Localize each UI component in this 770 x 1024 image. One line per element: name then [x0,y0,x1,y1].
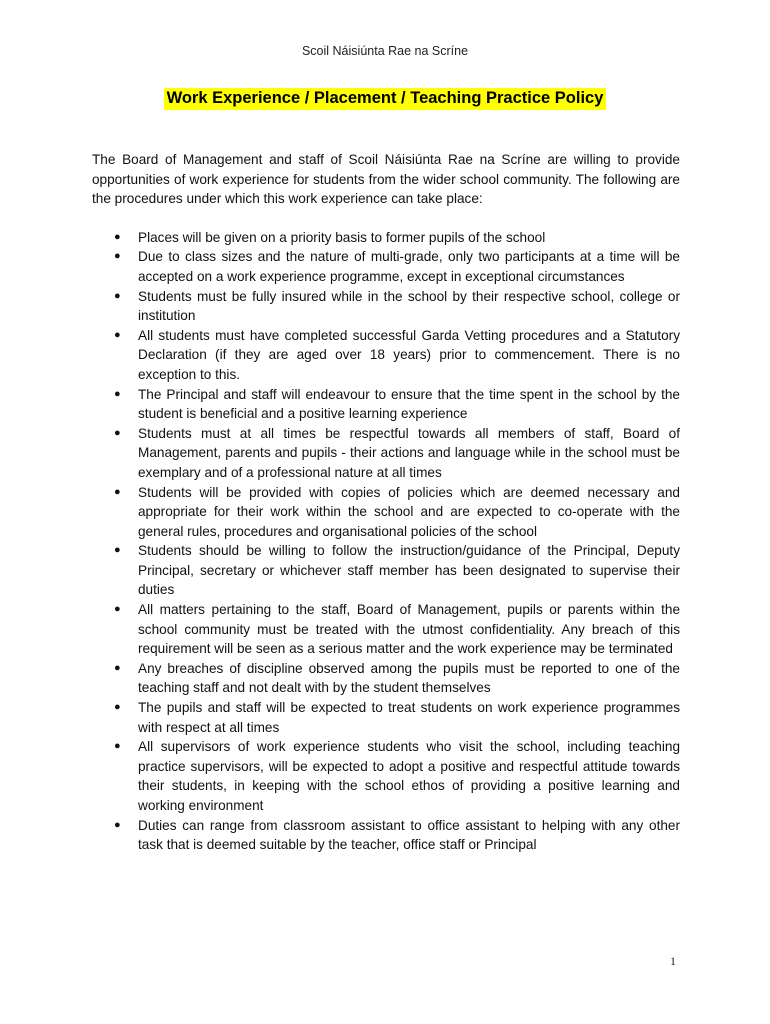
list-item [92,737,680,815]
bullet-icon: ● [114,544,121,557]
list-item [92,247,680,286]
list-item-text: The Principal and staff will endeavour to ensure that the time spent in the school by the student is beneficial and a positive learning experience [138,386,680,422]
list-item-text: Places will be given on a priority basis to former pupils of the school [138,229,546,245]
list-item-text: Students must at all times be respectful towards all members of staff, Board of Management, parents and pupils - their actions and language while in the school must be exemplary and of a professional nature at all times [138,425,680,480]
bullet-icon: ● [114,289,121,302]
list-item [92,659,680,698]
bullet-icon: ● [114,426,121,439]
list-item-text: All matters pertaining to the staff, Board of Management, pupils or parents within the school community must be treated with the utmost confidentiality. Any breach of this requirement will be seen as a serious matter and the work experience may be terminated [138,602,680,657]
document-body [92,150,680,855]
bullet-icon: ● [114,818,121,831]
bullet-icon: ● [114,230,121,243]
list-item-text: Due to class sizes and the nature of multi-grade, only two participants at a time will be accepted on a work experience programme, except in exceptional circumstances [138,249,680,284]
intro-paragraph: The Board of Management and staff of Scoil Náisiúnta Rae na Scríne are willing to provide opportunities of work experience for students from the wider school community. The following are the procedures under which this work experience can take place: [92,152,680,207]
list-item [92,326,680,385]
bullet-icon: ● [114,328,121,341]
list-item [92,228,680,248]
bullet-icon: ● [114,485,121,498]
title-container [0,88,770,110]
list-item-text: Students must be fully insured while in the school by their respective school, college or institution [138,288,680,324]
list-item-text: The pupils and staff will be expected to treat students on work experience programmes with respect at all times [138,700,680,735]
bullet-icon: ● [114,661,121,674]
list-item-text: Any breaches of discipline observed among the pupils must be reported to one of the teaching staff and not dealt with by the student themselves [138,660,680,696]
list-item-text: All students must have completed successful Garda Vetting procedures and a Statutory Declaration (if they are aged over 18 years) prior to commencement. There is no exception to this. [138,327,680,382]
page-number: 1 [670,954,676,968]
list-item-text: All supervisors of work experience students who visit the school, including teaching practice supervisors, will be expected to adopt a positive and respectful attitude towards their students, in keeping with the school ethos of providing a positive learning and working environment [138,739,680,813]
list-item-text: Students will be provided with copies of policies which are deemed necessary and appropriate for their work within the school and are expected to co-operate with the general rules, procedures and organisational policies of the school [138,484,680,539]
bullet-icon: ● [114,250,121,263]
bullet-icon: ● [114,387,121,400]
list-item [92,816,680,855]
list-item-text: Duties can range from classroom assistant to office assistant to helping with any other task that is deemed suitable by the teacher, office staff or Principal [138,817,680,853]
list-item [92,385,680,424]
list-item [92,698,680,737]
procedure-list [92,228,680,855]
list-item-text: Students should be willing to follow the instruction/guidance of the Principal, Deputy Principal, secretary or whichever staff member has been designated to supervise their duties [138,543,680,598]
list-item [92,483,680,542]
document-title: Work Experience / Placement / Teaching Practice Policy [164,88,607,110]
list-item [92,287,680,326]
bullet-icon: ● [114,603,121,616]
list-item [92,424,680,483]
bullet-icon: ● [114,740,121,753]
list-item [92,600,680,659]
list-item [92,541,680,600]
bullet-icon: ● [114,701,121,714]
page-header: Scoil Náisiúnta Rae na Scríne [301,44,469,58]
